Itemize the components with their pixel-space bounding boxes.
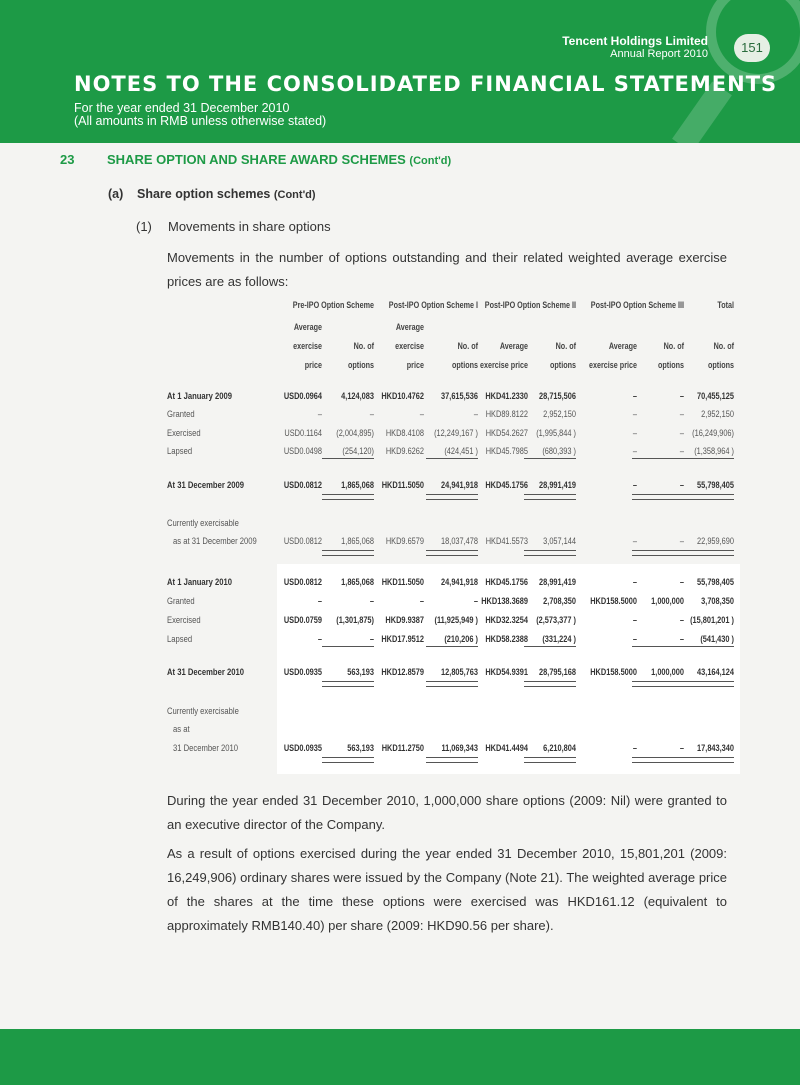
table-cell: – [679, 428, 684, 438]
row-label: At 31 December 2009 [167, 480, 244, 490]
scheme-header: Post-IPO Option Scheme III [590, 300, 684, 310]
subtitle-currency: (All amounts in RMB unless otherwise stated) [74, 114, 327, 128]
subsection-heading [108, 187, 316, 201]
table-cell: HKD17.9512 [381, 634, 424, 644]
section-heading [60, 152, 451, 167]
table-cell: 2,952,150 [543, 409, 576, 419]
table-cell: – [632, 480, 637, 490]
table-cell: HKD45.1756 [485, 480, 528, 490]
subtitle-period: For the year ended 31 December 2010 [74, 101, 290, 115]
subsection-cont: (Cont'd) [273, 189, 316, 201]
table-cell: 28,795,168 [539, 667, 576, 677]
table-cell: – [632, 743, 637, 753]
total-rule [632, 494, 684, 500]
table-cell: 1,865,068 [341, 577, 374, 587]
table-cell: – [679, 536, 684, 546]
total-rule [524, 681, 576, 687]
table-cell: USD0.1164 [284, 428, 322, 438]
total-rule [322, 550, 374, 556]
subtotal-rule [632, 646, 684, 647]
total-rule [322, 757, 374, 763]
scheme-header: Post-IPO Option Scheme II [484, 300, 576, 310]
table-cell: HKD10.4762 [381, 391, 424, 401]
total-rule [322, 494, 374, 500]
table-cell: (1,301,875) [336, 615, 374, 625]
table-cell: 4,124,083 [341, 391, 374, 401]
table-cell: HKD11.5050 [381, 577, 424, 587]
exercise-paragraph: As a result of options exercised during the year ended 31 December 2010, 15,801,201 (2009: 16,249,906) ordinary shares were issued by the Company (Note 21). The weighted average price of the shares at the time these options were exercised was HKD161.12 (equivalent to approximately RMB140.40) per share (2009: HKD90.56 per share). [167, 846, 727, 933]
table-cell: 563,193 [347, 667, 374, 677]
column-header: No. of [457, 341, 478, 351]
row-label: Exercised [167, 428, 201, 438]
table-cell: – [679, 391, 684, 401]
table-cell: 1,865,068 [341, 536, 374, 546]
subsection-title: Share option schemes [137, 187, 271, 201]
scheme-header: Pre-IPO Option Scheme [292, 300, 374, 310]
table-cell: HKD41.2330 [485, 391, 528, 401]
total-rule [524, 550, 576, 556]
total-rule [682, 494, 734, 500]
table-cell: – [419, 596, 424, 606]
subtotal-rule [682, 458, 734, 459]
column-header: Average [395, 322, 424, 332]
table-cell: HKD89.8122 [485, 409, 528, 419]
column-header: options [708, 360, 734, 370]
table-cell: (1,358,964 ) [694, 446, 734, 456]
table-cell: 12,805,763 [441, 667, 478, 677]
report-name: Annual Report 2010 [610, 48, 708, 60]
table-cell: – [679, 743, 684, 753]
column-header: price [406, 360, 424, 370]
column-header: exercise [395, 341, 424, 351]
table-cell: 55,798,405 [697, 577, 734, 587]
table-cell: USD0.0812 [283, 577, 322, 587]
column-header: Average [499, 341, 528, 351]
subtotal-rule [322, 458, 374, 459]
table-cell: – [632, 428, 637, 438]
subsection-label: (a) [108, 187, 124, 201]
page-header [0, 0, 800, 143]
table-cell: – [632, 615, 637, 625]
table-cell: – [632, 409, 637, 419]
table-cell: 37,615,536 [441, 391, 478, 401]
column-header: Average [293, 322, 322, 332]
table-cell: HKD138.3689 [481, 596, 528, 606]
column-header: Average [608, 341, 637, 351]
item-label: (1) [136, 219, 152, 234]
scheme-header: Post-IPO Option Scheme I [388, 300, 478, 310]
table-cell: – [317, 596, 322, 606]
total-rule [632, 757, 684, 763]
table-cell: – [679, 615, 684, 625]
total-rule [632, 550, 684, 556]
row-label: 31 December 2010 [173, 743, 239, 753]
table-cell: – [632, 391, 637, 401]
table-cell: 563,193 [347, 743, 374, 753]
table-cell: HKD11.2750 [381, 743, 424, 753]
column-header: No. of [713, 341, 734, 351]
table-cell: USD0.0812 [283, 480, 322, 490]
table-cell: HKD8.4108 [385, 428, 424, 438]
table-cell: (331,224 ) [542, 634, 576, 644]
table-cell: 70,455,125 [697, 391, 734, 401]
table-cell: – [369, 596, 374, 606]
table-cell: HKD41.4494 [485, 743, 528, 753]
row-label: Currently exercisable [167, 706, 239, 716]
table-cell: 2,708,350 [543, 596, 576, 606]
table-cell: – [632, 577, 637, 587]
column-header: price [304, 360, 322, 370]
column-header: options [550, 360, 576, 370]
table-cell: 11,069,343 [441, 743, 478, 753]
table-cell: USD0.0935 [283, 743, 322, 753]
item-title: Movements in share options [168, 219, 331, 234]
total-rule [322, 681, 374, 687]
table-cell: – [679, 409, 684, 419]
table-cell: HKD12.8579 [381, 667, 424, 677]
row-label: Granted [167, 596, 195, 606]
subtotal-rule [682, 646, 734, 647]
table-cell: 18,037,478 [441, 536, 478, 546]
table-cell: – [369, 409, 374, 419]
subtotal-rule [632, 458, 684, 459]
table-cell: – [632, 446, 637, 456]
page-number: 151 [734, 34, 770, 62]
row-label: Granted [167, 409, 195, 419]
table-cell: (541,430 ) [700, 634, 734, 644]
table-cell: – [369, 634, 374, 644]
section-number: 23 [60, 152, 75, 167]
subtotal-rule [524, 646, 576, 647]
table-cell: HKD11.5050 [381, 480, 424, 490]
table-cell: – [473, 409, 478, 419]
table-cell: (2,004,895) [336, 428, 374, 438]
table-cell: 43,164,124 [697, 667, 734, 677]
column-header: No. of [555, 341, 576, 351]
column-header: No. of [353, 341, 374, 351]
table-cell: 1,000,000 [651, 667, 684, 677]
row-label: At 31 December 2010 [167, 667, 244, 677]
total-rule [682, 550, 734, 556]
intro-paragraph: Movements in the number of options outstanding and their related weighted average exercise prices are as follows: [167, 250, 727, 289]
table-cell: 28,991,419 [539, 577, 576, 587]
table-cell: HKD45.7985 [485, 446, 528, 456]
table-cell: (210,206 ) [444, 634, 478, 644]
table-cell: HKD41.5573 [485, 536, 528, 546]
table-cell: (12,249,167 ) [434, 428, 478, 438]
table-cell: 1,000,000 [651, 596, 684, 606]
table-cell: HKD32.3254 [485, 615, 528, 625]
subtotal-rule [426, 646, 478, 647]
subtotal-rule [322, 646, 374, 647]
total-rule [682, 681, 734, 687]
section-cont: (Cont'd) [409, 155, 452, 167]
scheme-header: Total [717, 300, 734, 310]
table-cell: – [679, 480, 684, 490]
brand-block [562, 34, 708, 61]
table-cell: – [679, 634, 684, 644]
page-subtitle [74, 102, 326, 128]
table-cell: 28,715,506 [539, 391, 576, 401]
total-rule [524, 757, 576, 763]
table-cell: HKD58.2388 [485, 634, 528, 644]
table-cell: HKD158.5000 [590, 596, 637, 606]
table-cell: – [679, 577, 684, 587]
table-cell: (254,120) [342, 446, 374, 456]
table-cell: – [317, 634, 322, 644]
column-header: exercise price [479, 360, 528, 370]
subtotal-rule [426, 458, 478, 459]
table-cell: (16,249,906) [692, 428, 734, 438]
table-cell: USD0.0935 [283, 667, 322, 677]
grant-paragraph: During the year ended 31 December 2010, 1,000,000 share options (2009: Nil) were granted to an executive director of the Company. [167, 793, 727, 832]
column-header: options [452, 360, 478, 370]
row-label: Lapsed [167, 634, 193, 644]
table-cell: HKD54.2627 [485, 428, 528, 438]
table-cell: (11,925,949 ) [434, 615, 478, 625]
table-cell: HKD9.9387 [385, 615, 424, 625]
table-cell: – [632, 634, 637, 644]
table-cell: (424,451 ) [444, 446, 478, 456]
table-cell: HKD45.1756 [485, 577, 528, 587]
total-rule [426, 757, 478, 763]
table-cell: 3,708,350 [701, 596, 734, 606]
row-label: At 1 January 2009 [167, 391, 233, 401]
table-cell: USD0.0964 [283, 391, 322, 401]
table-cell: – [632, 536, 637, 546]
page-title: NOTES TO THE CONSOLIDATED FINANCIAL STATEMENTS [74, 72, 778, 96]
table-cell: – [679, 446, 684, 456]
table-cell: 22,959,690 [697, 536, 734, 546]
table-cell: USD0.0812 [283, 536, 322, 546]
column-header: exercise price [588, 360, 637, 370]
subtotal-rule [524, 458, 576, 459]
table-cell: 1,865,068 [341, 480, 374, 490]
row-label: Exercised [167, 615, 201, 625]
table-cell: 2,952,150 [701, 409, 734, 419]
section-title: SHARE OPTION AND SHARE AWARD SCHEMES [107, 152, 406, 167]
row-label: as at 31 December 2009 [173, 536, 257, 546]
table-cell: – [473, 596, 478, 606]
table-cell: – [317, 409, 322, 419]
table-cell: (1,995,844 ) [536, 428, 576, 438]
table-cell: 3,057,144 [543, 536, 576, 546]
total-rule [524, 494, 576, 500]
row-label: Currently exercisable [167, 518, 239, 528]
table-cell: – [419, 409, 424, 419]
table-cell: USD0.0498 [283, 446, 322, 456]
column-header: No. of [663, 341, 684, 351]
table-cell: 28,991,419 [539, 480, 576, 490]
table-cell: HKD158.5000 [590, 667, 637, 677]
table-cell: HKD9.6262 [385, 446, 424, 456]
table-cell: 55,798,405 [697, 480, 734, 490]
column-header: exercise [293, 341, 322, 351]
table-cell: (15,801,201 ) [690, 615, 734, 625]
table-cell: USD0.0759 [283, 615, 322, 625]
item-heading [136, 219, 331, 234]
total-rule [426, 550, 478, 556]
table-cell: 24,941,918 [441, 480, 478, 490]
row-label: as at [173, 724, 190, 734]
total-rule [426, 494, 478, 500]
table-cell: (2,573,377 ) [536, 615, 576, 625]
row-label: Lapsed [167, 446, 193, 456]
total-rule [632, 681, 684, 687]
column-header: options [658, 360, 684, 370]
table-cell: 17,843,340 [697, 743, 734, 753]
table-cell: 6,210,804 [543, 743, 576, 753]
company-name: Tencent Holdings Limited [562, 34, 708, 48]
column-header: options [348, 360, 374, 370]
page-footer [0, 1029, 800, 1085]
table-cell: HKD54.9391 [485, 667, 528, 677]
table-cell: 24,941,918 [441, 577, 478, 587]
row-label: At 1 January 2010 [167, 577, 233, 587]
table-cell: (680,393 ) [542, 446, 576, 456]
total-rule [682, 757, 734, 763]
table-cell: HKD9.6579 [385, 536, 424, 546]
total-rule [426, 681, 478, 687]
